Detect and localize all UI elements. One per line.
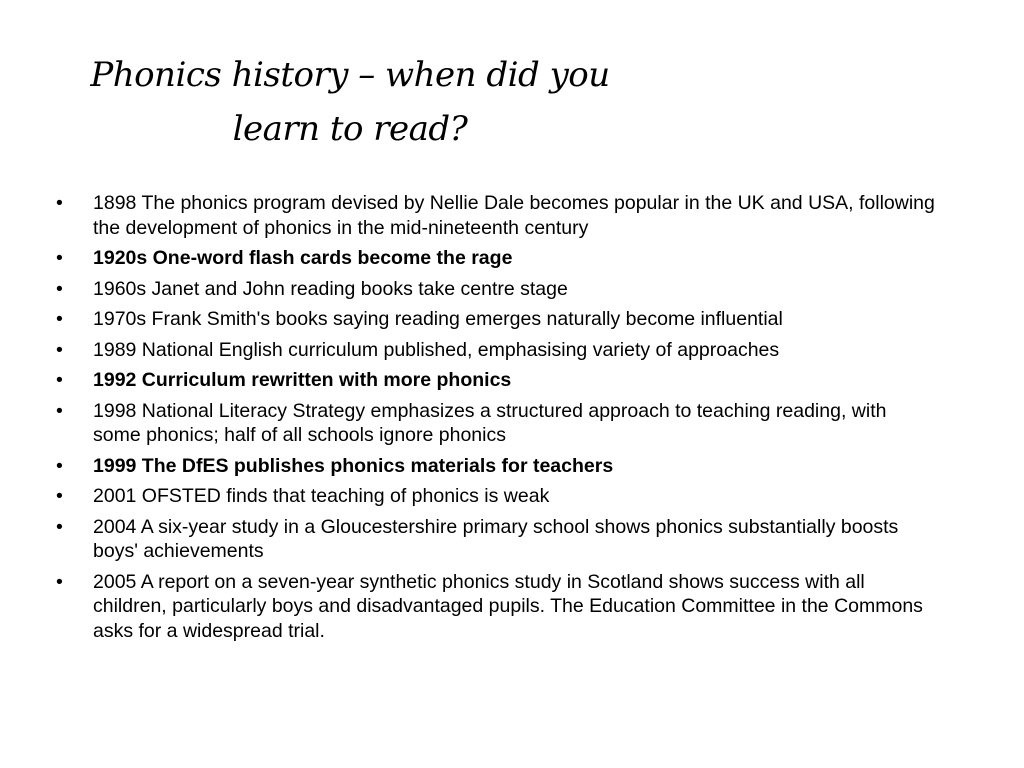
bullet-text: 1992 Curriculum rewritten with more phonics [93, 369, 512, 391]
bullet-icon: • [56, 485, 63, 507]
bullet-item [56, 399, 936, 448]
bullet-item [56, 570, 936, 644]
bullet-icon: • [56, 277, 63, 300]
bullet-item [56, 191, 936, 240]
bullet-item [56, 338, 936, 363]
slide-title [0, 48, 700, 156]
bullet-item [56, 484, 936, 509]
bullet-text: 1920s One-word flash cards become the rage [93, 247, 513, 269]
bullet-icon: • [56, 338, 63, 361]
slide-title-line-1: Phonics history – when did you [90, 55, 610, 95]
bullet-item [56, 368, 936, 393]
bullet-item [56, 515, 936, 564]
bullet-item [56, 454, 936, 479]
bullet-text: 2004 A six-year study in a Gloucestershire primary school shows phonics substantially boosts boys' achievements [93, 515, 899, 562]
timeline-bullet-list [56, 191, 936, 649]
bullet-icon: • [56, 515, 63, 538]
bullet-icon: • [56, 454, 63, 477]
bullet-text: 2001 OFSTED finds that teaching of phonics is weak [93, 485, 550, 507]
bullet-text: 1898 The phonics program devised by Nellie Dale becomes popular in the UK and USA, following the development of phonics in the mid-nineteenth century [93, 192, 935, 239]
bullet-icon: • [56, 570, 63, 593]
bullet-text: 1998 National Literacy Strategy emphasizes a structured approach to teaching reading, with some phonics; half of all schools ignore phonics [93, 399, 887, 446]
bullet-icon: • [56, 369, 63, 391]
bullet-item [56, 246, 936, 271]
bullet-icon: • [56, 192, 63, 214]
bullet-text: 1989 National English curriculum published, emphasising variety of approaches [93, 338, 780, 361]
bullet-text: 1970s Frank Smith's books saying reading emerges naturally become influential [93, 308, 783, 330]
bullet-icon: • [56, 308, 63, 330]
bullet-icon: • [56, 399, 63, 422]
bullet-text: 1960s Janet and John reading books take centre stage [93, 277, 568, 300]
bullet-item [56, 307, 936, 332]
bullet-icon: • [56, 247, 63, 269]
bullet-text: 2005 A report on a seven-year synthetic phonics study in Scotland shows success with all children, particularly boys and disadvantaged pupils. The Education Committee in the Commons asks for a widespread trial. [93, 570, 923, 642]
bullet-item [56, 277, 936, 302]
bullet-text: 1999 The DfES publishes phonics materials for teachers [93, 454, 614, 477]
slide-title-line-2: learn to read? [232, 109, 468, 149]
